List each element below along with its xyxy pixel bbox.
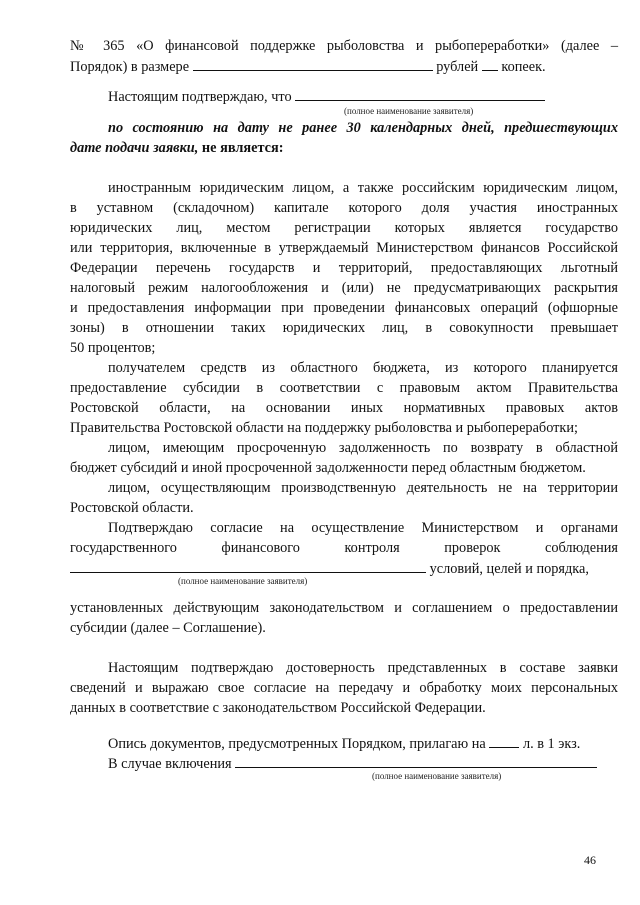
sheet-count-blank[interactable]: [489, 733, 519, 748]
applicant-name-caption: (полное наименование заявителя): [344, 106, 474, 116]
state-line-2-italic: дате подачи заявки,: [70, 140, 199, 156]
p1-line: в уставном (складочном) капитале которого доля участия иностранных: [70, 200, 618, 216]
intro-amount-label: Порядок) в размере: [70, 59, 190, 75]
p7-line: [108, 733, 618, 754]
p3-line: лицом, имеющим просроченную задолженность по возврату в областной: [108, 440, 618, 456]
p1-line: зоны) в отношении таких юридических лиц, в совокупности превышает: [70, 320, 618, 336]
p5-after-blank: условий, целей и порядка,: [429, 561, 589, 577]
intro-line-2: [70, 56, 618, 77]
state-line-2: [70, 138, 618, 158]
rubles-label: рублей: [436, 59, 479, 75]
p5-line: Подтверждаю согласие на осуществление Министерством и органами: [108, 520, 618, 536]
intro-line-1: № 365 «О финансовой поддержке рыболовства и рыбопереработки» (далее –: [70, 38, 618, 54]
p5-tail-line: субсидии (далее – Соглашение).: [70, 620, 266, 636]
p1-line: 50 процентов;: [70, 340, 156, 356]
confirm-text: Настоящим подтверждаю, что: [108, 89, 292, 105]
p1-line: иностранным юридическим лицом, а также российским юридическим лицом,: [108, 180, 618, 196]
applicant-name-blank[interactable]: [295, 86, 545, 101]
state-line-2-tail: не является:: [201, 140, 284, 156]
applicant-name-blank-3[interactable]: [235, 753, 597, 768]
applicant-name-caption-2: (полное наименование заявителя): [178, 576, 308, 586]
kopecks-label: копеек.: [501, 59, 546, 75]
p6-line: сведений и выражаю свое согласие на передачу и обработку моих персональных: [70, 680, 618, 696]
p7-after: л. в 1 экз.: [522, 736, 581, 752]
p1-line: налоговый режим налогообложения и (или) не предусматривающих раскрытия: [70, 280, 618, 296]
page-number: 46: [584, 853, 596, 867]
p5-blank-line: [70, 558, 618, 579]
p5-line: государственного финансового контроля проверок соблюдения: [70, 540, 618, 556]
applicant-name-caption-3: (полное наименование заявителя): [372, 771, 502, 781]
applicant-name-blank-2[interactable]: [70, 558, 426, 573]
confirm-line: [108, 86, 618, 107]
p8-text: В случае включения: [108, 756, 232, 772]
p8-line: [108, 753, 618, 774]
p6-line: данных в соответствие с законодательством Российской Федерации.: [70, 700, 486, 716]
p4-line: лицом, осуществляющим производственную деятельность не на территории: [108, 480, 618, 496]
p2-line: Правительства Ростовской области на поддержку рыболовства и рыбопереработки;: [70, 420, 578, 436]
amount-kopecks-blank[interactable]: [482, 56, 498, 71]
p6-line: Настоящим подтверждаю достоверность представленных в составе заявки: [108, 660, 618, 676]
p4-line: Ростовской области.: [70, 500, 194, 516]
p1-line: юридических лиц, местом регистрации которых является государство: [70, 220, 618, 236]
p1-line: или территория, включенные в утверждаемый Министерством финансов Российской: [70, 240, 618, 256]
p5-tail-line: установленных действующим законодательством и соглашением о предоставлении: [70, 600, 618, 616]
state-line-1: по состоянию на дату не ранее 30 календарных дней, предшествующих: [108, 120, 618, 136]
p2-line: получателем средств из областного бюджета, из которого планируется: [108, 360, 618, 376]
p3-line: бюджет субсидий и иной просроченной задолженности перед областным бюджетом.: [70, 460, 586, 476]
p2-line: предоставление субсидии в соответствии с правовым актом Правительства: [70, 380, 618, 396]
p2-line: Ростовской области, на основании иных нормативных правовых актов: [70, 400, 618, 416]
amount-rubles-blank[interactable]: [193, 56, 433, 71]
p1-line: Федерации перечень государств и территорий, предоставляющих льготный: [70, 260, 618, 276]
p1-line: и предоставления информации при проведении финансовых операций (офшорные: [70, 300, 618, 316]
p7-before: Опись документов, предусмотренных Порядком, прилагаю на: [108, 736, 486, 752]
